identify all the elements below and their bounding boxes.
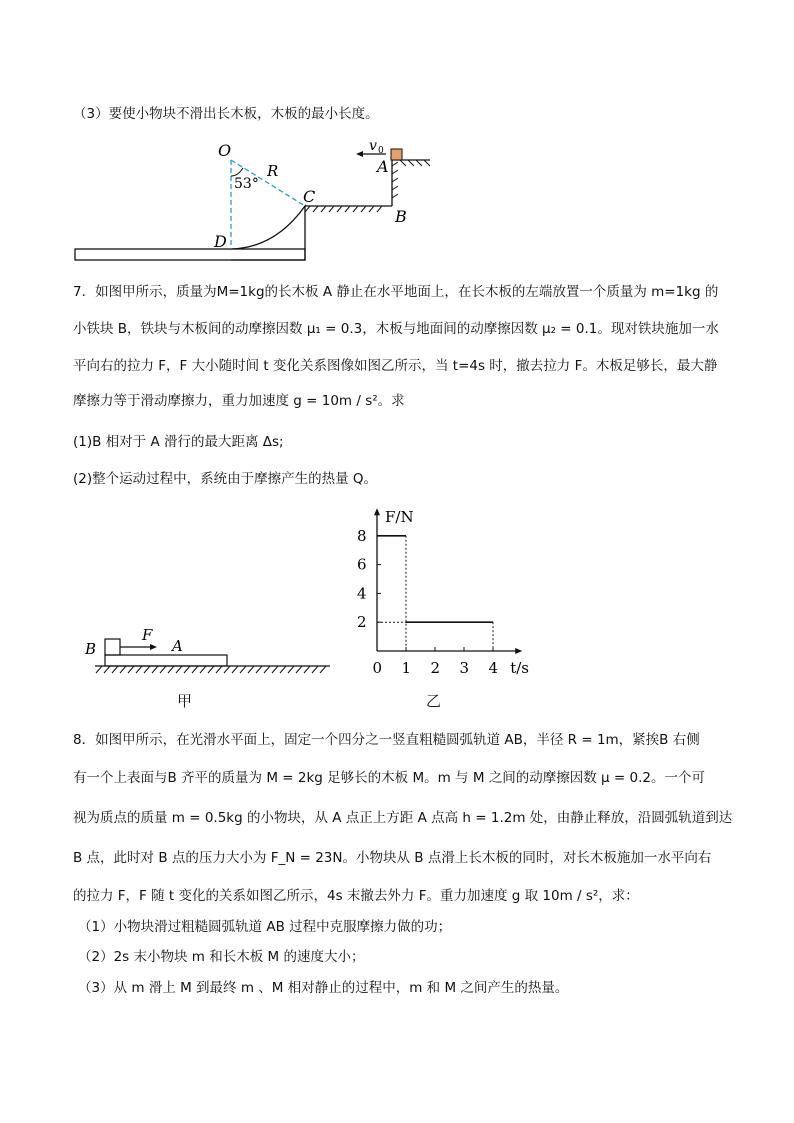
force-arrow-head — [150, 644, 157, 650]
label-d: D — [214, 232, 227, 251]
board-a — [105, 655, 227, 666]
q7-line1: 7．如图甲所示，质量为M=1kg的长木板 A 静止在水平地面上，在长木板的左端放置一个质量为 m=1kg 的 — [73, 284, 719, 300]
label-b: B — [85, 640, 97, 658]
y-tick-label: 8 — [357, 526, 367, 545]
x-tick-label: 0 — [372, 659, 383, 677]
x-tick-label: 3 — [459, 659, 470, 677]
q8-line5: 的拉力 F，F 随 t 变化的关系如图乙所示，4s 末撤去外力 F。重力加速度 g 取 10m / s²，求： — [73, 888, 639, 904]
label-v0-sub: 0 — [378, 146, 384, 156]
q6-part3: （3）要使小物块不滑出长木板，木板的最小长度。 — [73, 106, 379, 122]
y-axis-arrow — [374, 508, 380, 515]
block-b — [105, 639, 120, 655]
caption-jia: 甲 — [177, 692, 193, 710]
q8-part1: （1）小物块滑过粗糙圆弧轨道 AB 过程中克服摩擦力做的功； — [78, 919, 452, 935]
q7-fig-jia — [80, 625, 340, 685]
label-c: C — [303, 187, 316, 206]
x-tick-label: 4 — [488, 659, 499, 677]
ground-hatch-cb — [305, 206, 382, 212]
x-tick-label: 1 — [401, 659, 412, 677]
q8-line1: 8．如图甲所示，在光滑水平面上，固定一个四分之一竖直粗糙圆弧轨道 AB，半径 R = 1m，紧挨B 右侧 — [73, 732, 700, 748]
arc-track — [231, 206, 305, 260]
q7-part2: (2)整个运动过程中，系统由于摩擦产生的热量 Q。 — [73, 471, 378, 487]
q8-part2: （2）2s 末小物块 m 和长木板 M 的速度大小； — [78, 949, 365, 965]
wall-hatch — [392, 162, 398, 198]
label-b: B — [395, 207, 407, 226]
q8-part3: （3）从 m 滑上 M 到最终 m 、M 相对静止的过程中，m 和 M 之间产生的热量。 — [78, 980, 569, 996]
q6-figure — [0, 132, 794, 302]
q8-line2: 有一个上表面与B 齐平的质量为 M = 2kg 足够长的木板 M。m 与 M 之间的动摩擦因数 μ = 0.2。一个可 — [73, 770, 706, 786]
q7-line3: 平向右的拉力 F，F 大小随时间 t 变化关系图像如图乙所示，当 t=4s 时，撤去拉力 F。木板足够长，最大静 — [73, 358, 718, 374]
label-v0: v — [369, 138, 377, 154]
x-tick-label: 2 — [430, 659, 441, 677]
q7-part1: (1)B 相对于 A 滑行的最大距离 Δs; — [73, 434, 284, 450]
long-board — [75, 249, 305, 260]
y-tick-label: 4 — [357, 584, 367, 603]
x-axis-label: t/s — [510, 659, 529, 677]
q8-line3: 视为质点的质量 m = 0.5kg 的小物块，从 A 点正上方距 A 点高 h = 1.2m 处，由静止释放，沿圆弧轨道到达 — [73, 810, 733, 826]
label-a: A — [172, 637, 183, 655]
q7-line4: 摩擦力等于滑动摩擦力，重力加速度 g = 10m / s²。求 — [73, 393, 405, 409]
q8-line4: B 点，此时对 B 点的压力大小为 F_N = 23N。小物块从 B 点滑上长木板的同时，对长木板施加一水平向右 — [73, 850, 712, 866]
block-a — [391, 149, 402, 160]
y-axis-label: F/N — [385, 508, 414, 527]
ft-chart — [340, 498, 560, 683]
angle-arc — [231, 168, 243, 176]
y-tick-label: 6 — [357, 555, 367, 574]
v0-arrow-head — [356, 151, 363, 157]
x-axis-arrow — [515, 648, 522, 654]
label-a: A — [377, 157, 389, 176]
caption-yi: 乙 — [426, 692, 442, 710]
label-f: F — [142, 626, 153, 644]
y-tick-label: 2 — [357, 613, 367, 632]
ground-hatch — [96, 666, 326, 673]
platform-hatch — [400, 160, 430, 166]
label-angle: 53° — [234, 176, 259, 192]
label-r: R — [267, 162, 279, 180]
q7-line2: 小铁块 B，铁块与木板间的动摩擦因数 μ₁ = 0.3，木板与地面间的动摩擦因数 μ₂ = 0.1。现对铁块施加一水 — [73, 321, 719, 337]
label-o: O — [218, 141, 232, 160]
